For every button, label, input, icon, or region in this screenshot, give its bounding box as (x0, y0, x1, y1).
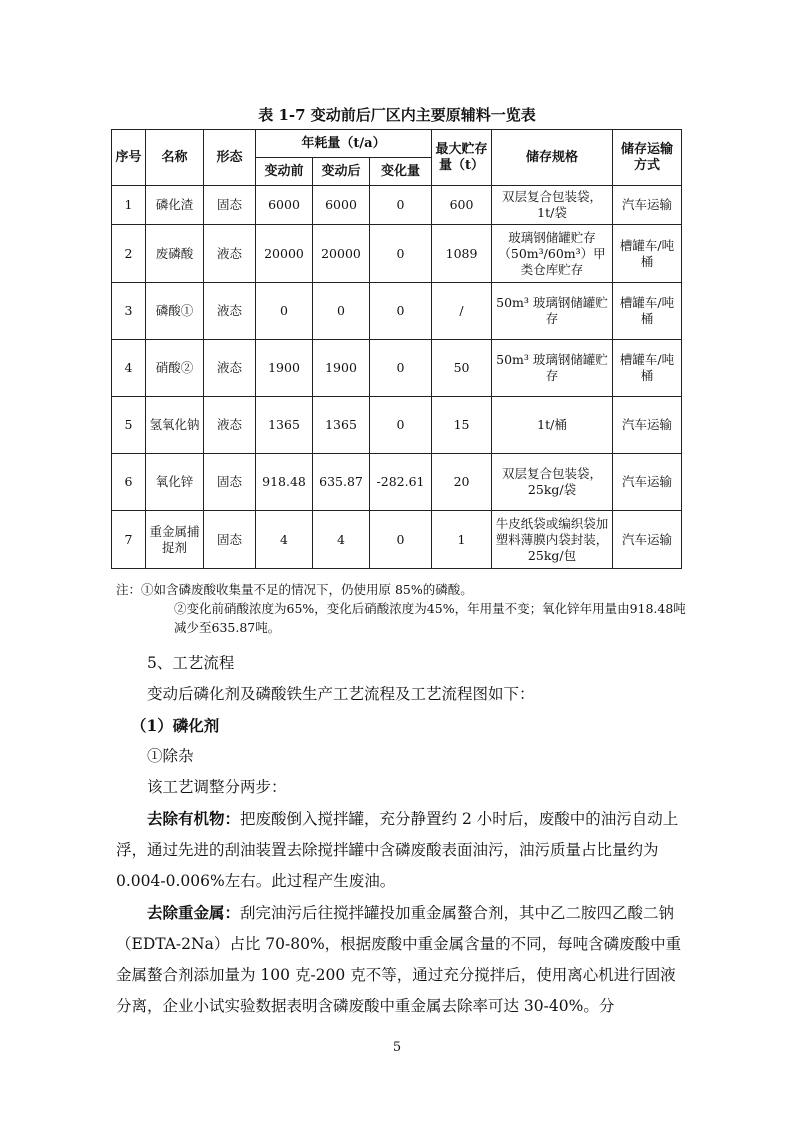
cell-after: 1365 (313, 397, 370, 454)
section-heading: 5、工艺流程 (147, 654, 235, 672)
table-row (112, 186, 682, 225)
cell-name: 氧化锌 (146, 454, 204, 511)
cell-after: 1900 (313, 340, 370, 397)
cell-after: 635.87 (313, 454, 370, 511)
cell-spec: 双层复合包装袋，1t/袋 (492, 186, 613, 225)
cell-before: 1365 (256, 397, 313, 454)
table-row (112, 340, 682, 397)
cell-name: 废磷酸 (146, 225, 204, 283)
cell-form: 液态 (204, 340, 256, 397)
table-row (112, 225, 682, 283)
cell-spec: 玻璃钢储罐贮存（50m³/60m³）甲类仓库贮存 (492, 225, 613, 283)
cell-transport: 槽罐车/吨桶 (613, 225, 682, 283)
cell-form: 固态 (204, 186, 256, 225)
cell-max: 50 (432, 340, 492, 397)
cell-spec: 1t/桶 (492, 397, 613, 454)
note-line-2: ②变化前硝酸浓度为65%，变化后硝酸浓度为45%，年用量不变；氧化锌年用量由918.48吨减少至635.87吨。 (174, 601, 686, 635)
cell-seq: 4 (112, 340, 146, 397)
cell-change: 0 (370, 397, 432, 454)
cell-change: 0 (370, 511, 432, 569)
table-caption: 表 1-7 变动前后厂区内主要原辅料一览表 (258, 106, 536, 124)
paragraph-heavy-metals (116, 897, 688, 1022)
cell-spec: 50m³ 玻璃钢储罐贮存 (492, 340, 613, 397)
cell-name: 磷酸① (146, 283, 204, 340)
note-line-1: 注：①如含磷废酸收集量不足的情况下，仍使用原 85%的磷酸。 (116, 582, 473, 597)
subsection-heading: （1）磷化剂 (131, 716, 220, 735)
cell-before: 20000 (256, 225, 313, 283)
cell-form: 固态 (204, 454, 256, 511)
cell-form: 液态 (204, 283, 256, 340)
cell-max: 1089 (432, 225, 492, 283)
paragraph-organics-text: 把废酸倒入搅拌罐，充分静置约 2 小时后，废酸中的油污自动上浮，通过先进的刮油装置去除搅拌罐中含磷废酸表面油污，油污质量占比量约为 0.004-0.006%左右。此过程产生废油。 (116, 810, 679, 890)
header-seq: 序号 (112, 130, 146, 186)
cell-before: 4 (256, 511, 313, 569)
table-notes (116, 580, 686, 637)
header-storage-spec: 储存规格 (492, 130, 613, 186)
cell-form: 固态 (204, 511, 256, 569)
page-number: 5 (392, 1040, 402, 1055)
header-after: 变动后 (313, 158, 370, 186)
cell-after: 6000 (313, 186, 370, 225)
header-before: 变动前 (256, 158, 313, 186)
cell-name: 氢氧化钠 (146, 397, 204, 454)
cell-max: 20 (432, 454, 492, 511)
step-intro: 该工艺调整分两步： (147, 778, 287, 796)
table-row (112, 283, 682, 340)
cell-transport: 汽车运输 (613, 511, 682, 569)
cell-transport: 汽车运输 (613, 186, 682, 225)
cell-seq: 5 (112, 397, 146, 454)
cell-before: 918.48 (256, 454, 313, 511)
cell-before: 0 (256, 283, 313, 340)
process-section (116, 648, 688, 1022)
cell-before: 6000 (256, 186, 313, 225)
step-title: ①除杂 (147, 747, 194, 765)
materials-table (111, 129, 682, 569)
cell-change: 0 (370, 283, 432, 340)
cell-transport: 汽车运输 (613, 397, 682, 454)
paragraph-organics-label: 去除有机物： (147, 809, 241, 828)
header-annual: 年耗量（t/a） (256, 130, 432, 158)
cell-max: 600 (432, 186, 492, 225)
cell-max: / (432, 283, 492, 340)
cell-seq: 1 (112, 186, 146, 225)
cell-max: 15 (432, 397, 492, 454)
cell-form: 液态 (204, 397, 256, 454)
table-row (112, 454, 682, 511)
cell-seq: 6 (112, 454, 146, 511)
cell-transport: 槽罐车/吨桶 (613, 283, 682, 340)
cell-before: 1900 (256, 340, 313, 397)
cell-spec: 牛皮纸袋或编织袋加塑料薄膜内袋封装，25kg/包 (492, 511, 613, 569)
cell-after: 0 (313, 283, 370, 340)
cell-change: 0 (370, 340, 432, 397)
header-name: 名称 (146, 130, 204, 186)
cell-spec: 双层复合包装袋，25kg/袋 (492, 454, 613, 511)
paragraph-heavy-metals-label: 去除重金属： (147, 903, 241, 922)
paragraph-organics (116, 803, 688, 897)
table-row (112, 397, 682, 454)
cell-name: 重金属捕捉剂 (146, 511, 204, 569)
cell-change: 0 (370, 186, 432, 225)
cell-name: 硝酸② (146, 340, 204, 397)
header-change: 变化量 (370, 158, 432, 186)
cell-transport: 汽车运输 (613, 454, 682, 511)
cell-change: -282.61 (370, 454, 432, 511)
cell-max: 1 (432, 511, 492, 569)
cell-after: 20000 (313, 225, 370, 283)
cell-after: 4 (313, 511, 370, 569)
cell-transport: 槽罐车/吨桶 (613, 340, 682, 397)
cell-seq: 3 (112, 283, 146, 340)
header-max-storage: 最大贮存量（t） (432, 130, 492, 186)
header-form: 形态 (204, 130, 256, 186)
section-intro: 变动后磷化剂及磷酸铁生产工艺流程及工艺流程图如下： (147, 685, 535, 703)
paragraph-heavy-metals-text: 刮完油污后往搅拌罐投加重金属螯合剂，其中乙二胺四乙酸二钠（EDTA-2Na）占比 70-80%，根据废酸中重金属含量的不同，每吨含磷废酸中重金属螯合剂添加量为 100 克-200 克不等，通过充分搅拌后，使用离心机进行固液分离，企业小试实验数据表明含磷废酸中重金属去除率可达 30-40%。分 (116, 904, 682, 1015)
cell-spec: 50m³ 玻璃钢储罐贮存 (492, 283, 613, 340)
cell-seq: 2 (112, 225, 146, 283)
cell-name: 磷化渣 (146, 186, 204, 225)
header-transport: 储存运输方式 (613, 130, 682, 186)
table-row (112, 511, 682, 569)
cell-seq: 7 (112, 511, 146, 569)
cell-change: 0 (370, 225, 432, 283)
cell-form: 液态 (204, 225, 256, 283)
